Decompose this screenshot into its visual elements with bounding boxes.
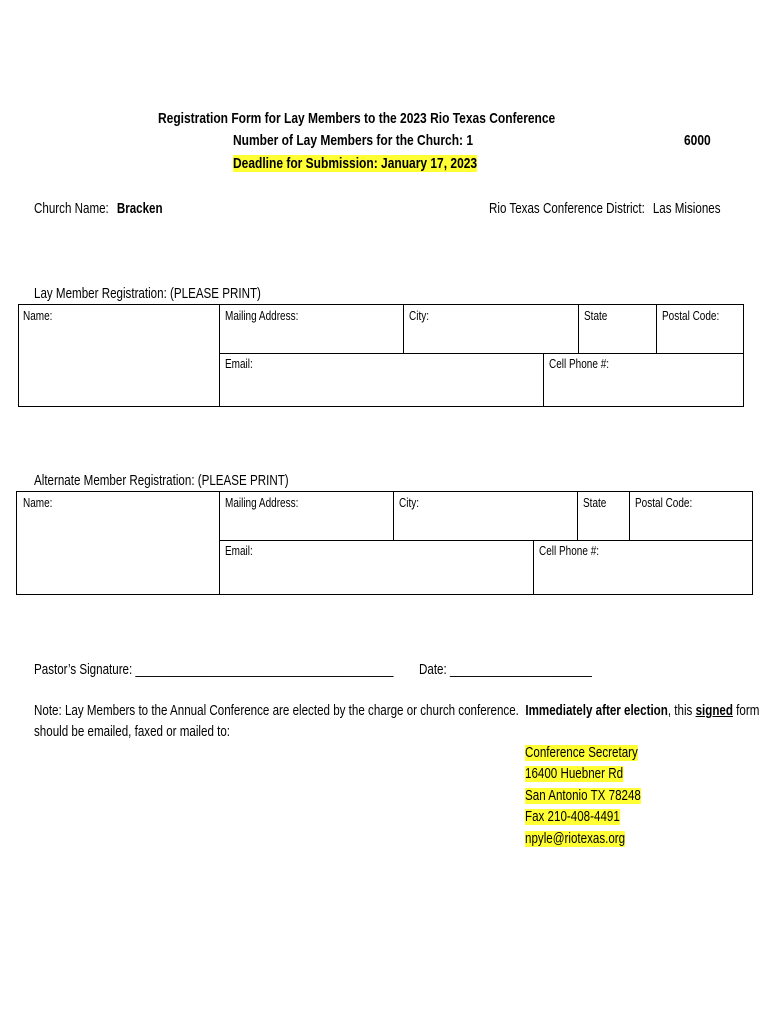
church-name-label: Church Name:	[34, 201, 109, 217]
conference-district	[489, 201, 770, 217]
form-title: Registration Form for Lay Members to the 2023 Rio Texas Conference	[158, 110, 556, 127]
note-line-2: should be emailed, faxed or mailed to:	[34, 724, 231, 740]
district-label: Rio Texas Conference District:	[489, 201, 645, 217]
note-mid: , this	[667, 703, 696, 719]
alt-state-field[interactable]: State	[583, 496, 607, 510]
alt-name-field[interactable]: Name:	[23, 496, 53, 510]
district-value: Las Misiones	[652, 201, 721, 217]
alt-email-field[interactable]: Email:	[225, 544, 253, 558]
alt-cell-phone-field[interactable]: Cell Phone #:	[539, 544, 600, 558]
alternate-member-table	[16, 491, 753, 595]
alt-city-field[interactable]: City:	[399, 496, 419, 510]
note-line-1	[34, 703, 770, 719]
note-prefix: Note: Lay Members to the Annual Conference are elected by the charge or church conference.	[34, 703, 526, 719]
pastor-signature	[34, 662, 483, 678]
address-line-1: Conference Secretary	[525, 745, 638, 761]
lay-city-field[interactable]: City:	[409, 309, 429, 323]
lay-name-field[interactable]: Name:	[23, 309, 53, 323]
deadline: Deadline for Submission: January 17, 2023	[233, 155, 478, 172]
address-line-2: 16400 Huebner Rd	[525, 766, 624, 782]
lay-postal-code-field[interactable]: Postal Code:	[662, 309, 720, 323]
date-line[interactable]: ______________________	[449, 662, 592, 678]
note-suffix: form	[732, 703, 760, 719]
signature-date	[419, 662, 635, 678]
lay-member-table	[18, 304, 744, 407]
alt-section-heading: Alternate Member Registration: (PLEASE PRINT)	[34, 473, 289, 489]
note-signed: signed	[695, 703, 733, 719]
lay-member-count: Number of Lay Members for the Church: 1	[233, 132, 474, 149]
lay-email-field[interactable]: Email:	[225, 357, 253, 371]
church-code: 6000	[684, 132, 711, 149]
address-email-link[interactable]: npyle@riotexas.org	[525, 831, 626, 847]
date-label: Date:	[419, 662, 450, 678]
church-name-value: Bracken	[116, 201, 163, 217]
lay-section-heading: Lay Member Registration: (PLEASE PRINT)	[34, 286, 261, 302]
alt-mailing-address-field[interactable]: Mailing Address:	[225, 496, 299, 510]
lay-cell-phone-field[interactable]: Cell Phone #:	[549, 357, 610, 371]
pastor-signature-label: Pastor’s Signature:	[34, 662, 136, 678]
church-name	[34, 201, 195, 217]
note-bold: Immediately after election	[525, 703, 668, 719]
alt-postal-code-field[interactable]: Postal Code:	[635, 496, 693, 510]
lay-mailing-address-field[interactable]: Mailing Address:	[225, 309, 299, 323]
address-line-4: Fax 210-408-4491	[525, 809, 620, 825]
lay-state-field[interactable]: State	[584, 309, 608, 323]
pastor-signature-line[interactable]: ________________________________________	[135, 662, 394, 678]
address-line-3: San Antonio TX 78248	[525, 788, 641, 804]
